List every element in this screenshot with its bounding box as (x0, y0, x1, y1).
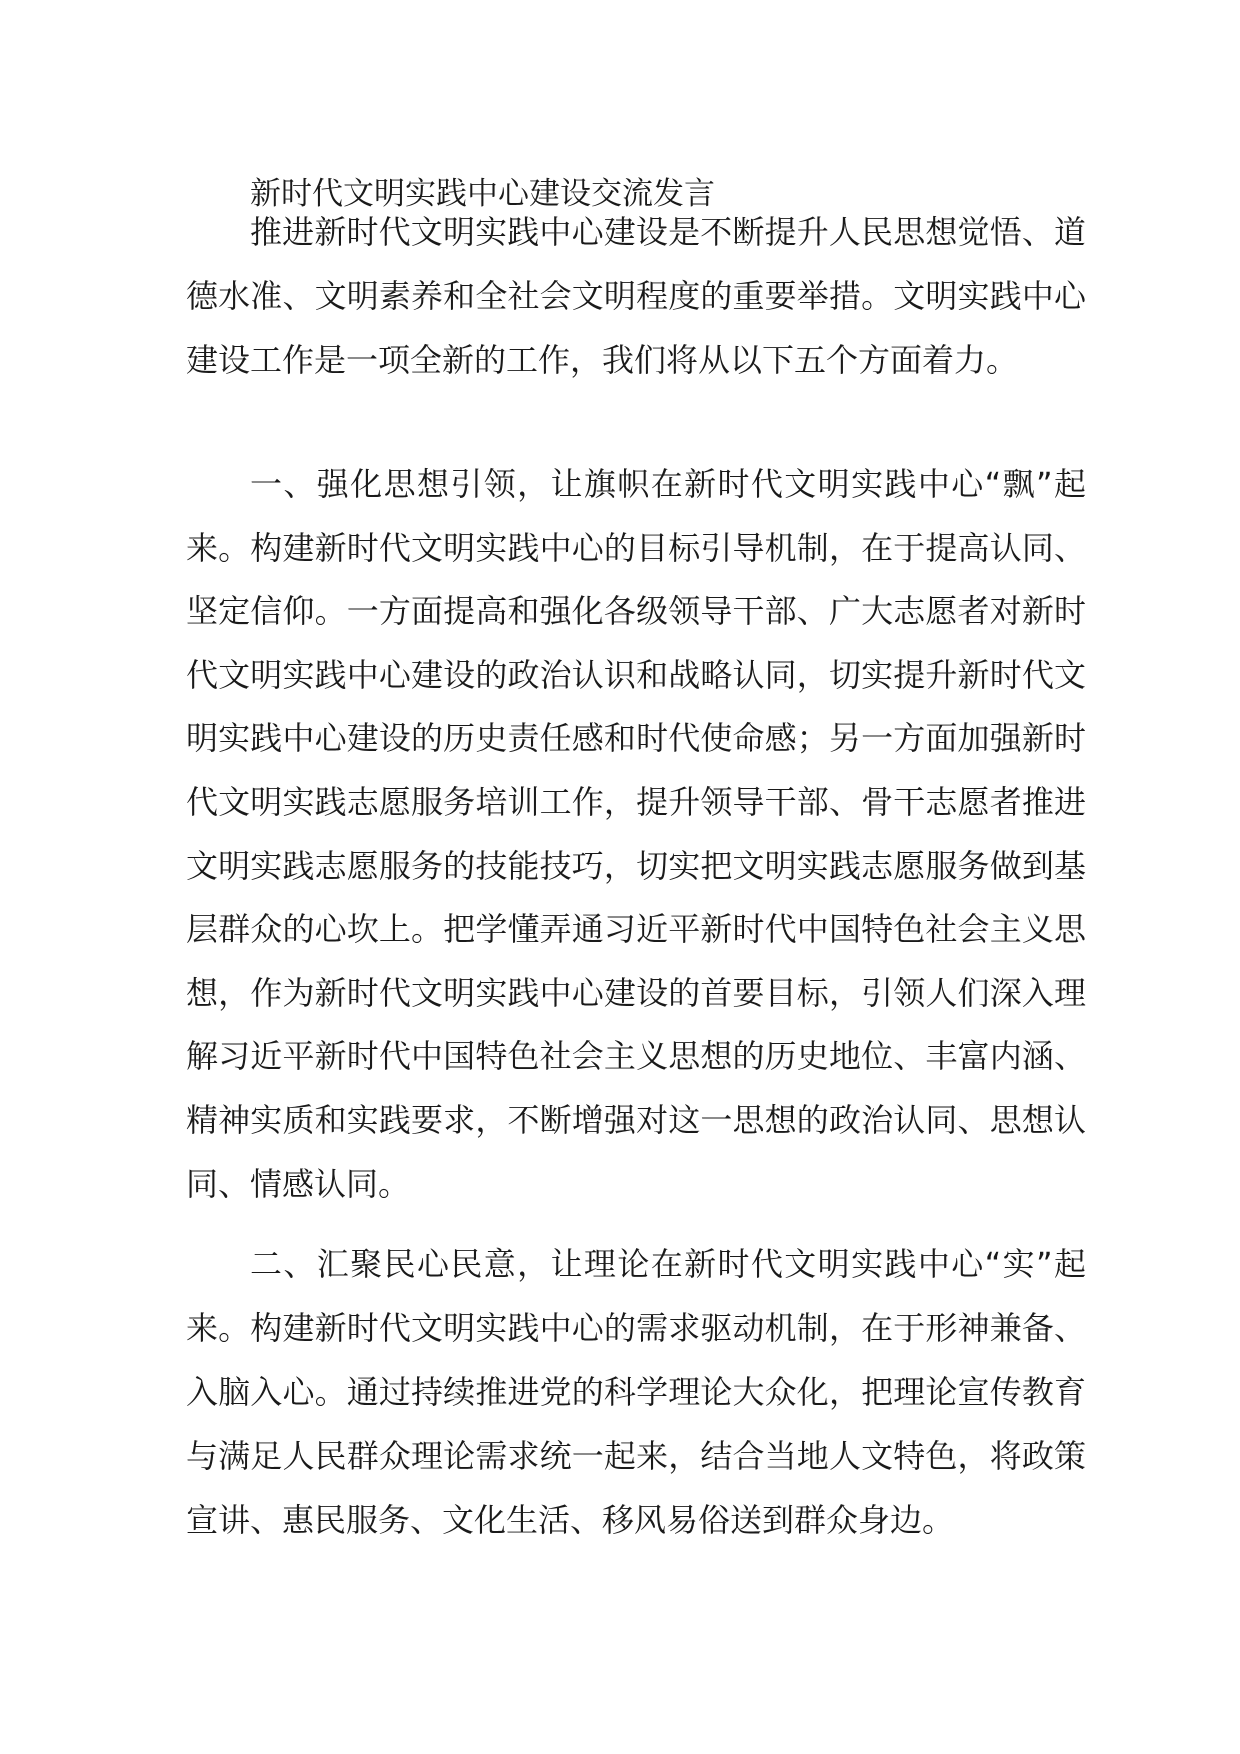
paragraph-section-2: 二、汇聚民心民意，让理论在新时代文明实践中心“实”起来。构建新时代文明实践中心的需求驱动机制，在于形神兼备、入脑入心。通过持续推进党的科学理论大众化，把理论宣传教育与满足人民群众理论需求统一起来，结合当地人文特色，将政策宣讲、惠民服务、文化生活、移风易俗送到群众身边。 (186, 1245, 1086, 1539)
paragraph-intro: 推进新时代文明实践中心建设是不断提升人民思想觉悟、道德水准、文明素养和全社会文明程度的重要举措。文明实践中心建设工作是一项全新的工作，我们将从以下五个方面着力。 (186, 213, 1086, 379)
paragraph-section-1: 一、强化思想引领，让旗帜在新时代文明实践中心“飘”起来。构建新时代文明实践中心的目标引导机制，在于提高认同、坚定信仰。一方面提高和强化各级领导干部、广大志愿者对新时代文明实践中心建设的政治认识和战略认同，切实提升新时代文明实践中心建设的历史责任感和时代使命感；另一方面加强新时代文明实践志愿服务培训工作，提升领导干部、骨干志愿者推进文明实践志愿服务的技能技巧，切实把文明实践志愿服务做到基层群众的心坎上。把学懂弄通习近平新时代中国特色社会主义思想，作为新时代文明实践中心建设的首要目标，引领人们深入理解习近平新时代中国特色社会主义思想的历史地位、丰富内涵、精神实质和实践要求，不断增强对这一思想的政治认同、思想认同、情感认同。 (186, 465, 1086, 1203)
document-title: 新时代文明实践中心建设交流发言 (250, 176, 715, 212)
